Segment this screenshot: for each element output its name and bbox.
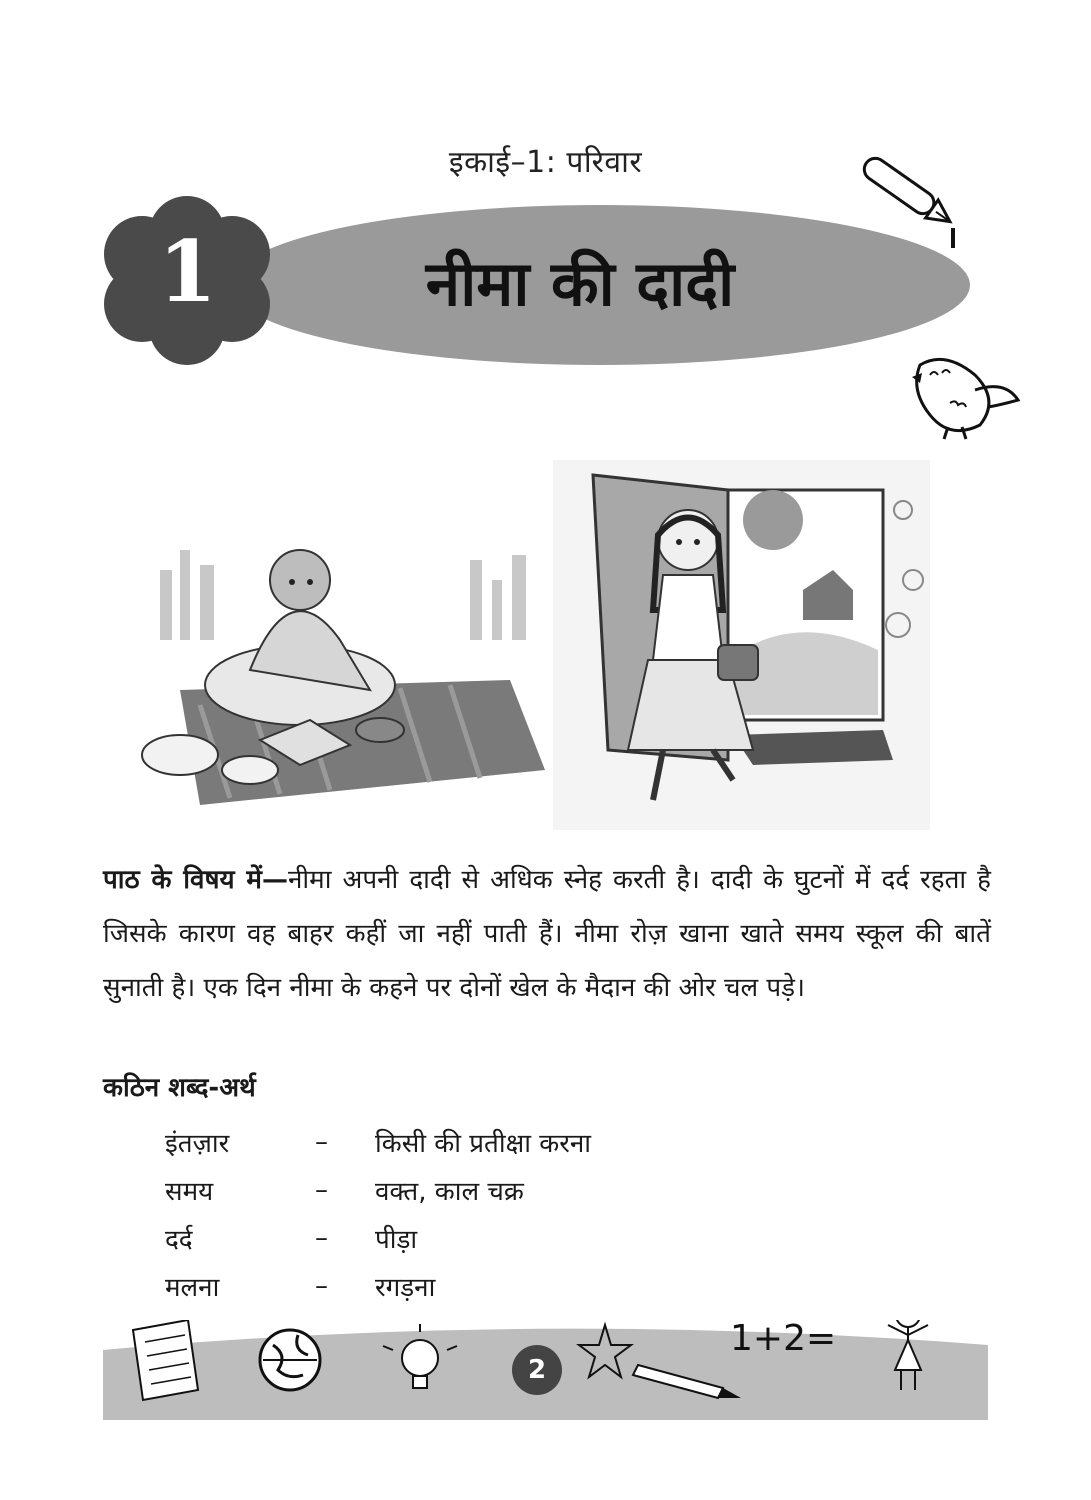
page-number: 2 [512, 1345, 562, 1395]
dash: – [315, 1127, 328, 1157]
about-lesson-label: पाठ के विषय में— [103, 865, 288, 895]
difficult-words-heading: कठिन शब्द-अर्थ [103, 1073, 256, 1103]
meaning: किसी की प्रतीक्षा करना [375, 1129, 591, 1159]
dash: – [315, 1175, 328, 1205]
lesson-title: नीमा की दादी [425, 247, 735, 320]
grandmother-illustration [140, 530, 550, 830]
globe-icon [260, 1330, 320, 1390]
bird-icon [900, 345, 1025, 440]
math-doodle-text: 1+2= [730, 1318, 837, 1359]
about-lesson-text: नीमा अपनी दादी से अधिक स्नेह करती है। दादी के घुटनों में दर्द रहता है जिसके कारण वह बाहर कहीं जा नहीं पाती हैं। नीमा रोज़ खाना खाते समय स्कूल की बातें सुनाती है। एक दिन नीमा के कहने पर दोनों खेल के मैदान की ओर चल पड़े। [103, 865, 991, 1003]
word-meaning-row [165, 1118, 765, 1166]
about-lesson-paragraph [103, 853, 991, 1015]
meaning: रगड़ना [375, 1273, 436, 1303]
notepad-icon [133, 1320, 198, 1400]
girl-at-door-illustration [553, 460, 930, 830]
word-meaning-row [165, 1214, 765, 1262]
dash: – [315, 1223, 328, 1253]
dash: – [315, 1271, 328, 1301]
word: मलना [165, 1273, 220, 1303]
word-meaning-list [165, 1118, 765, 1310]
meaning: पीड़ा [375, 1225, 418, 1255]
word-meaning-row [165, 1166, 765, 1214]
word: इंतज़ार [165, 1129, 230, 1159]
word: दर्द [165, 1225, 193, 1255]
lesson-number: 1 [158, 222, 217, 321]
word: समय [165, 1177, 214, 1207]
meaning: वक्त, काल चक्र [375, 1177, 524, 1207]
unit-heading: इकाई–1: परिवार [448, 145, 643, 180]
word-meaning-row [165, 1262, 765, 1310]
